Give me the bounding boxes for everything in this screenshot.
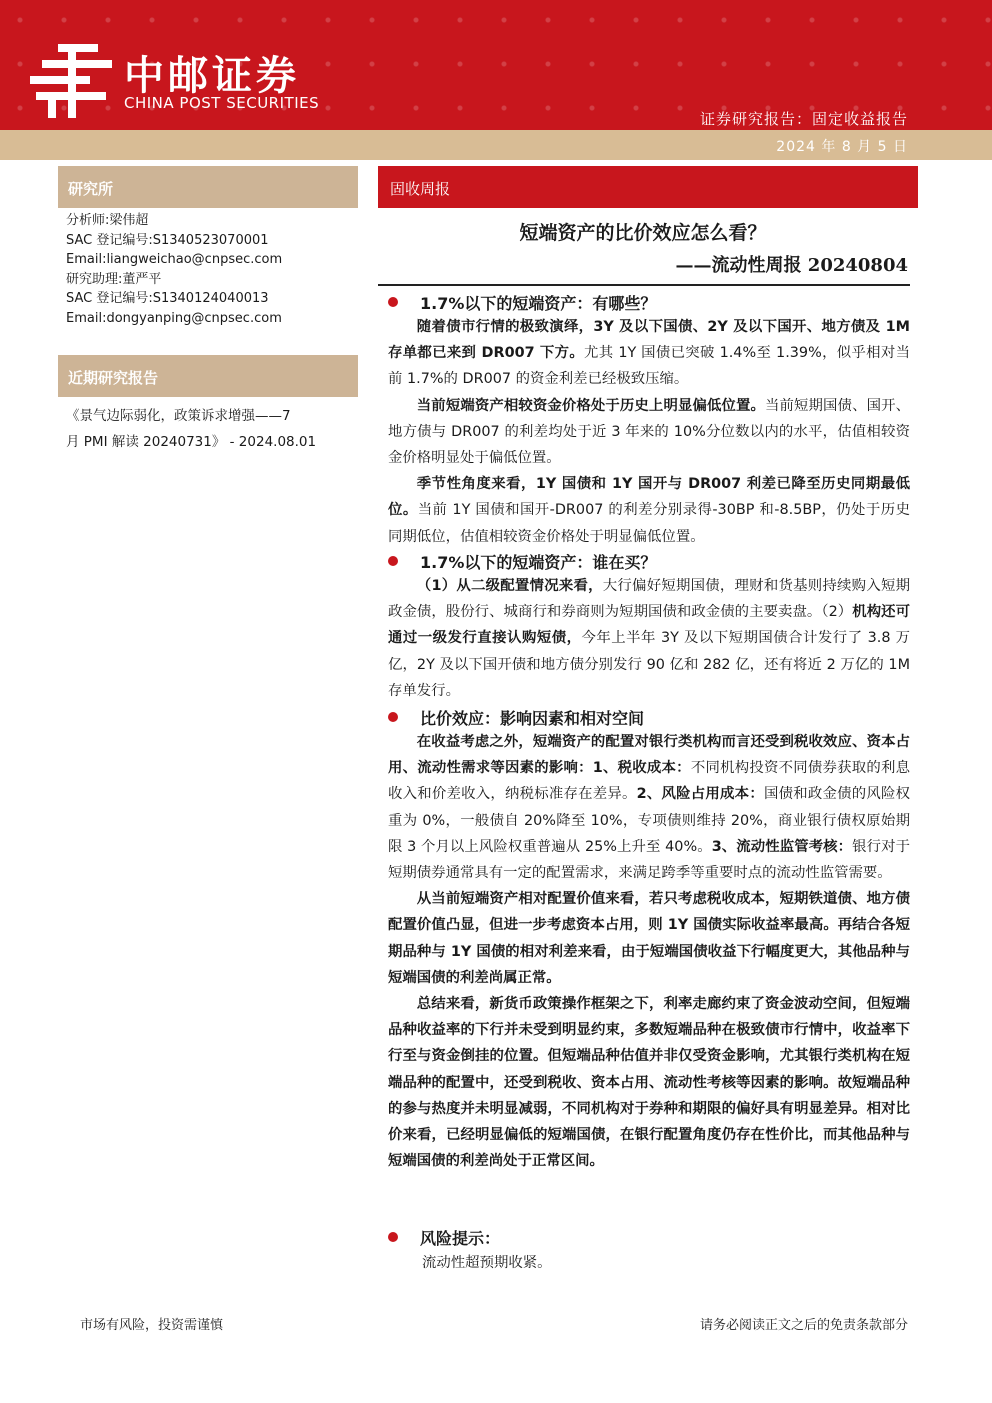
paragraph-bold: 随着债市行情的极致演绎，3Y 及以下国债、2Y 及以下国开、地方债及 1M 存单都已来到 DR007 下方。 [388, 319, 910, 362]
paragraph-text: 今年上半年 3Y 及以下短期国债合计发行了 3.8 万亿，2Y 及以下国开债和地方债分别发行 90 亿和 282 亿，还有将近 2 万亿的 1M 存单发行。 [388, 630, 910, 699]
report-type-label: 证券研究报告：固定收益报告 [699, 110, 908, 128]
section-heading-text: 比价效应：影响因素和相对空间 [420, 709, 645, 728]
section-heading [388, 291, 656, 314]
paragraph [388, 393, 910, 472]
footer-risk-note: 市场有风险，投资需谨慎 [80, 1318, 224, 1333]
research-institute-heading: 研究所 [58, 166, 358, 208]
paragraph [388, 573, 910, 704]
paragraph-text: 银行对于短期债券通常具有一定的配置需求，来满足跨季等重要时点的流动性监管需要。 [388, 838, 910, 882]
analyst-email-link[interactable]: Email:dongyanping@cnpsec.com [66, 310, 282, 326]
logo-chinese-name: 中邮证券 [124, 53, 300, 99]
paragraph [388, 314, 910, 393]
recent-report-line: 《景气边际弱化，政策诉求增强——7 [66, 408, 291, 424]
paragraph-bold: 在收益考虑之外，短端资产的配置对银行类机构而言还受到税收效应、资本占用、流动性需求等因素的影响：1、税收成本： [388, 734, 910, 777]
analyst-line: SAC 登记编号:S1340523070001 [66, 232, 269, 248]
bullet-icon [388, 712, 398, 722]
paragraph-text: 国债和政金债的风险权重为 0%，一般债自 20%降至 10%，专项债则维持 20%，商业银行债权原始期限 3 个月以上风险权重普遍从 25%上升至 40%。 [388, 786, 910, 855]
paragraph-text: 不同机构投资不同债券获取的利息收入和价差收入，纳税标准存在差异。 [388, 760, 910, 803]
analyst-info [66, 211, 282, 328]
paragraph [388, 991, 910, 1174]
paragraph-text: 大行偏好短期国债，理财和货基则持续购入短期政金债，股份行、城商行和券商则为短期国债和政金债的主要卖盘。（2） [388, 578, 910, 621]
section-body [388, 573, 910, 704]
analyst-line: 研究助理:董严平 [66, 271, 162, 287]
category-bar: 固收周报 [378, 166, 918, 208]
bullet-icon [388, 297, 398, 307]
report-subtitle: ——流动性周报 20240804 [675, 255, 908, 276]
paragraph-bold: 机构还可通过一级发行直接认购短债， [388, 604, 910, 647]
report-title: 短端资产的比价效应怎么看？ [519, 222, 767, 244]
analyst-line: 分析师:梁伟超 [66, 213, 149, 228]
analyst-line: SAC 登记编号:S1340124040013 [66, 291, 269, 306]
logo-english-name: CHINA POST SECURITIES [124, 94, 320, 112]
section-heading-text: 1.7%以下的短端资产：有哪些？ [420, 294, 657, 313]
title-divider [378, 284, 910, 286]
paragraph-bold: （1）从二级配置情况来看， [416, 578, 603, 594]
paragraph-bold: 2、风险占用成本： [636, 786, 764, 803]
section-heading-text: 1.7%以下的短端资产：谁在买？ [420, 553, 657, 572]
paragraph [388, 886, 910, 991]
section-heading [388, 1226, 500, 1249]
section-body [422, 1250, 910, 1276]
section-heading [388, 550, 656, 573]
bullet-icon [388, 1232, 398, 1242]
paragraph-text: 流动性超预期收紧。 [422, 1255, 552, 1271]
paragraph [388, 471, 910, 550]
recent-report-line: 月 PMI 解读 20240731》 - 2024.08.01 [66, 434, 317, 450]
recent-report-link[interactable] [66, 403, 316, 455]
footer-disclaimer-note: 请务必阅读正文之后的免责条款部分 [699, 1318, 908, 1333]
bullet-icon [388, 556, 398, 566]
paragraph [388, 729, 910, 886]
paragraph-text: 当前 1Y 国债和国开-DR007 的利差分别录得-30BP 和-8.5BP，仍处于历史同期低位，估值相较资金价格处于明显偏低位置。 [388, 502, 910, 545]
section-heading [388, 706, 644, 729]
section-heading-text: 风险提示： [420, 1229, 501, 1248]
report-date: 2024 年 8 月 5 日 [776, 139, 908, 155]
paragraph-text: 当前短期国债、国开、地方债与 DR007 的利差均处于近 3 年来的 10%分位数以内的水平，估值相较资金价格明显处于偏低位置。 [388, 397, 910, 467]
paragraph-bold: 从当前短端资产相对配置价值来看，若只考虑税收成本，短期铁道债、地方债配置价值凸显，但进一步考虑资本占用，则 1Y 国债实际收益率最高。再结合各短期品种与 1Y 国债的相对利差来看，由于短端国债收益下行幅度更大，其他品种与短端国债的利差尚属正常。 [388, 891, 910, 986]
paragraph-text: 尤其 1Y 国债已突破 1.4%至 1.39%，似乎相对当前 1.7%的 DR007 的资金利差已经极致压缩。 [388, 345, 910, 388]
china-post-logo-icon [30, 44, 112, 118]
section-body [388, 314, 910, 550]
paragraph-bold: 季节性角度来看，1Y 国债和 1Y 国开与 DR007 利差已降至历史同期最低位。 [388, 476, 910, 519]
paragraph-bold: 总结来看，新货币政策操作框架之下，利率走廊约束了资金波动空间，但短端品种收益率的下行并未受到明显约束，多数短端品种在极致债市行情中，收益率下行至与资金倒挂的位置。但短端品种估值并非仅受资金影响，尤其银行类机构在短端品种的配置中，还受到税收、资本占用、流动性考核等因素的影响。故短端品种的参与热度并未明显减弱，不同机构对于券种和期限的偏好具有明显差异。相对比价来看，已经明显偏低的短端国债，在银行配置角度仍存在性价比，而其他品种与短端国债的利差尚处于正常区间。 [388, 996, 910, 1170]
section-body [388, 729, 910, 1174]
paragraph-bold: 3、流动性监管考核： [711, 838, 853, 855]
paragraph-bold: 当前短端资产相较资金价格处于历史上明显偏低位置。 [416, 397, 766, 414]
analyst-email-link[interactable]: Email:liangweichao@cnpsec.com [66, 252, 283, 267]
report-header [0, 0, 992, 130]
recent-reports-heading: 近期研究报告 [58, 355, 358, 397]
